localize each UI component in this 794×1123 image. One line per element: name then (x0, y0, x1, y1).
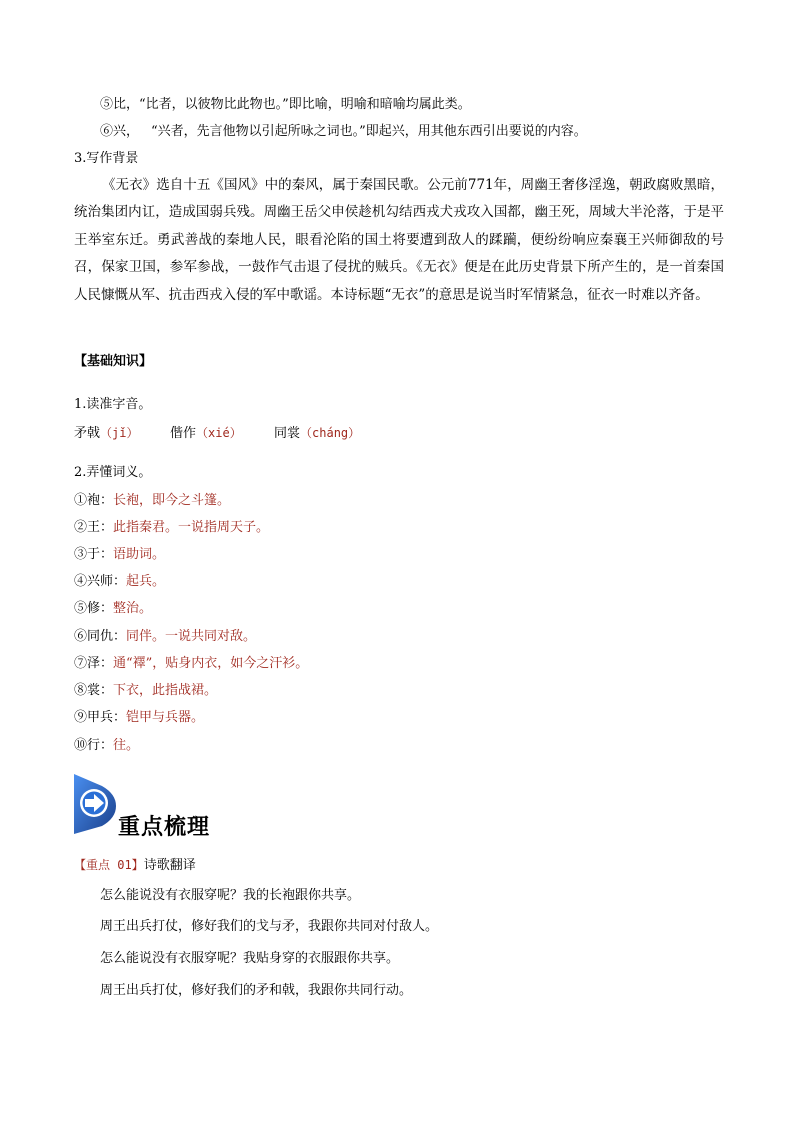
vocab-item (74, 519, 269, 537)
vocab-term: ⑨甲兵： (74, 710, 127, 725)
vocab-item (74, 600, 152, 618)
vocab-meaning: 下衣，此指战裙。 (113, 683, 218, 698)
vocab-term: ⑤修： (74, 601, 114, 616)
figure-6-num: ⑥兴， (100, 124, 140, 139)
vocab-term: ④兴师： (74, 574, 127, 589)
vocab-meaning: 语助词。 (113, 547, 166, 562)
vocab-term: ⑧裳： (74, 683, 114, 698)
vocab-item (74, 628, 256, 646)
vocab-meaning: 同伴。一说共同对敌。 (126, 629, 257, 644)
translation-line: 周王出兵打仗，修好我们的矛和戟，我跟你共同行动。 (100, 983, 413, 998)
vocab-meaning: 通“襗”，贴身内衣，如今之汗衫。 (113, 656, 309, 671)
vocab-meaning: 铠甲与兵器。 (126, 710, 205, 725)
pron-word: 同裳 (274, 426, 301, 441)
arrow-right-circle-icon (72, 772, 118, 834)
vocab-item (74, 737, 139, 755)
vocab-meaning: 此指秦君。一说指周天子。 (113, 520, 270, 535)
pronunciation-item (74, 424, 138, 443)
vocab-heading: 2.弄懂词义。 (74, 465, 152, 480)
key-point-title: 诗歌翻译 (143, 858, 196, 873)
pron-pinyin: （xié） (196, 426, 242, 440)
vocab-term: ⑦泽： (74, 656, 114, 671)
vocab-term: ①袍： (74, 493, 114, 508)
vocab-meaning: 往。 (113, 738, 140, 753)
vocab-meaning: 整治。 (113, 601, 153, 616)
translation-line: 周王出兵打仗，修好我们的戈与矛，我跟你共同对付敌人。 (100, 919, 439, 934)
background-heading: 3.写作背景 (74, 151, 139, 166)
pron-word: 偕作 (170, 426, 197, 441)
background-paragraph: 《无衣》选自十五《国风》中的秦风，属于秦国民歌。公元前771年，周幽王奢侈淫逸，朝政腐败黑暗，统治集团内讧，造成国弱兵残。周幽王岳父申侯趁机勾结西戎犬戎攻入国都，幽王死，周域大半沦落，于是平王举室东迁。勇武善战的秦地人民，眼看沦陷的国土将要遭到敌人的蹂躏，便纷纷响应秦襄王兴师御敌的号召，保家卫国，参军参战，一鼓作气击退了侵扰的贼兵。《无衣》便是在此历史背景下所产生的，是一首秦国人民慷慨从军、抗击西戎入侵的军中歌谣。本诗标题“无衣”的意思是说当时军情紧急，征衣一时难以齐备。 (74, 177, 724, 303)
pron-word: 矛戟 (74, 426, 101, 441)
pronunciation-item (170, 424, 242, 443)
vocab-item (74, 546, 165, 564)
figure-5: ⑤比，“比者，以彼物比此物也。”即比喻，明喻和暗喻均属此类。 (100, 97, 471, 112)
figure-6 (100, 123, 587, 141)
vocab-item (74, 492, 230, 510)
key-point-label (74, 856, 196, 875)
vocab-meaning: 长袍，即今之斗篷。 (113, 493, 231, 508)
vocab-term: ⑥同仇： (74, 629, 127, 644)
section-title: 重点梳理 (118, 814, 211, 840)
pron-pinyin: （jǐ） (100, 426, 139, 440)
vocab-term: ②王： (74, 520, 114, 535)
vocab-item (74, 709, 204, 727)
key-point-tag: 【重点 01】 (74, 858, 144, 872)
vocab-item (74, 573, 165, 591)
pron-pinyin: （cháng） (300, 426, 361, 440)
figure-6-text: “兴者，先言他物以引起所咏之词也。”即起兴，用其他东西引出要说的内容。 (151, 124, 587, 139)
translation-line: 怎么能说没有衣服穿呢？我贴身穿的衣服跟你共享。 (100, 951, 400, 966)
pronunciation-heading: 1.读准字音。 (74, 397, 152, 412)
pronunciation-item (274, 424, 360, 443)
vocab-term: ③于： (74, 547, 114, 562)
translation-line: 怎么能说没有衣服穿呢？我的长袍跟你共享。 (100, 888, 361, 903)
vocab-item (74, 655, 308, 673)
vocab-meaning: 起兵。 (126, 574, 166, 589)
basics-heading: 【基础知识】 (74, 354, 153, 369)
vocab-item (74, 682, 217, 700)
vocab-term: ⑩行： (74, 738, 114, 753)
